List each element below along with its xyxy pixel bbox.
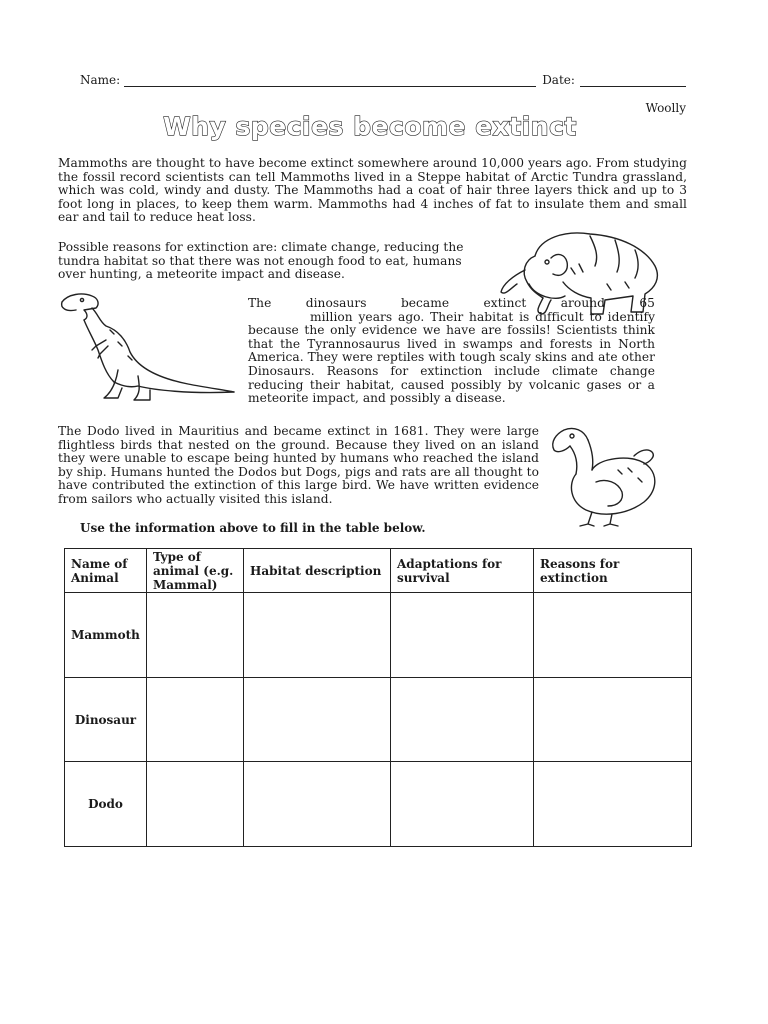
table-row <box>65 593 692 678</box>
header-line <box>80 73 688 87</box>
cell-reasons[interactable] <box>534 593 692 678</box>
cell-adaptations[interactable] <box>391 593 534 678</box>
dinosaur-paragraph-rest: million years ago. Their habitat is difficult to identify because the only evidence we have are fossils! Scientists think that the Tyrannosaurus lived in swamps and forests in North America. They were reptiles with tough scaly skins and ate other Dinosaurs. Reasons for extinction include climate change reducing their habitat, caused possibly by volcanic gases or a meteorite impact, and possibly a disease. <box>248 309 655 406</box>
row-name-mammoth: Mammoth <box>65 593 147 678</box>
header-type-of-animal: Type of animal (e.g. Mammal) <box>147 549 244 593</box>
woolly-word: Woolly <box>645 101 686 115</box>
table-header-row <box>65 549 692 593</box>
dodo-illustration <box>548 420 668 530</box>
dinosaur-illustration <box>58 290 236 402</box>
cell-adaptations[interactable] <box>391 762 534 847</box>
date-label: Date: <box>542 73 575 87</box>
cell-habitat[interactable] <box>244 678 391 762</box>
mammoth-paragraph: Mammoths are thought to have become extinct somewhere around 10,000 years ago. From studying the fossil record scientists can tell Mammoths lived in a Steppe habitat of Arctic Tundra grassland, which was cold, windy and dusty. The Mammoths had a coat of hair three layers thick and up to 3 foot long in places, to keep them warm. Mammoths had 4 inches of fat to insulate them and small ear and tail to reduce heat loss. <box>58 156 687 225</box>
dodo-paragraph: The Dodo lived in Mauritius and became extinct in 1681. They were large flightless birds that nested on the ground. Because they lived on an island they were unable to escape being hunted by humans who reached the island by ship. Humans hunted the Dodos but Dogs, pigs and rats are all thought to have contributed the extinction of this large bird. We have written evidence from sailors who actually visited this island. <box>58 424 539 506</box>
row-name-dinosaur: Dinosaur <box>65 678 147 762</box>
cell-type[interactable] <box>147 678 244 762</box>
page-title: Why species become extinct <box>163 112 577 141</box>
header-adaptations: Adaptations for survival <box>391 549 534 593</box>
date-blank[interactable] <box>580 74 686 87</box>
cell-reasons[interactable] <box>534 678 692 762</box>
instruction-text: Use the information above to fill in the table below. <box>80 521 426 535</box>
table-row <box>65 762 692 847</box>
cell-adaptations[interactable] <box>391 678 534 762</box>
dinosaur-paragraph-lead: The dinosaurs became extinct around 65 <box>248 296 655 310</box>
cell-type[interactable] <box>147 762 244 847</box>
name-blank[interactable] <box>124 74 536 87</box>
cell-habitat[interactable] <box>244 593 391 678</box>
cell-reasons[interactable] <box>534 762 692 847</box>
reasons-paragraph: Possible reasons for extinction are: climate change, reducing the tundra habitat so that there was not enough food to eat, humans over hunting, a meteorite impact and disease. <box>58 240 464 282</box>
extinction-table <box>64 548 692 847</box>
header-habitat: Habitat description <box>244 549 391 593</box>
row-name-dodo: Dodo <box>65 762 147 847</box>
cell-type[interactable] <box>147 593 244 678</box>
name-label: Name: <box>80 73 121 87</box>
header-reasons: Reasons for extinction <box>534 549 692 593</box>
dinosaur-paragraph <box>248 297 655 406</box>
cell-habitat[interactable] <box>244 762 391 847</box>
table-row <box>65 678 692 762</box>
header-name-of-animal: Name of Animal <box>65 549 147 593</box>
